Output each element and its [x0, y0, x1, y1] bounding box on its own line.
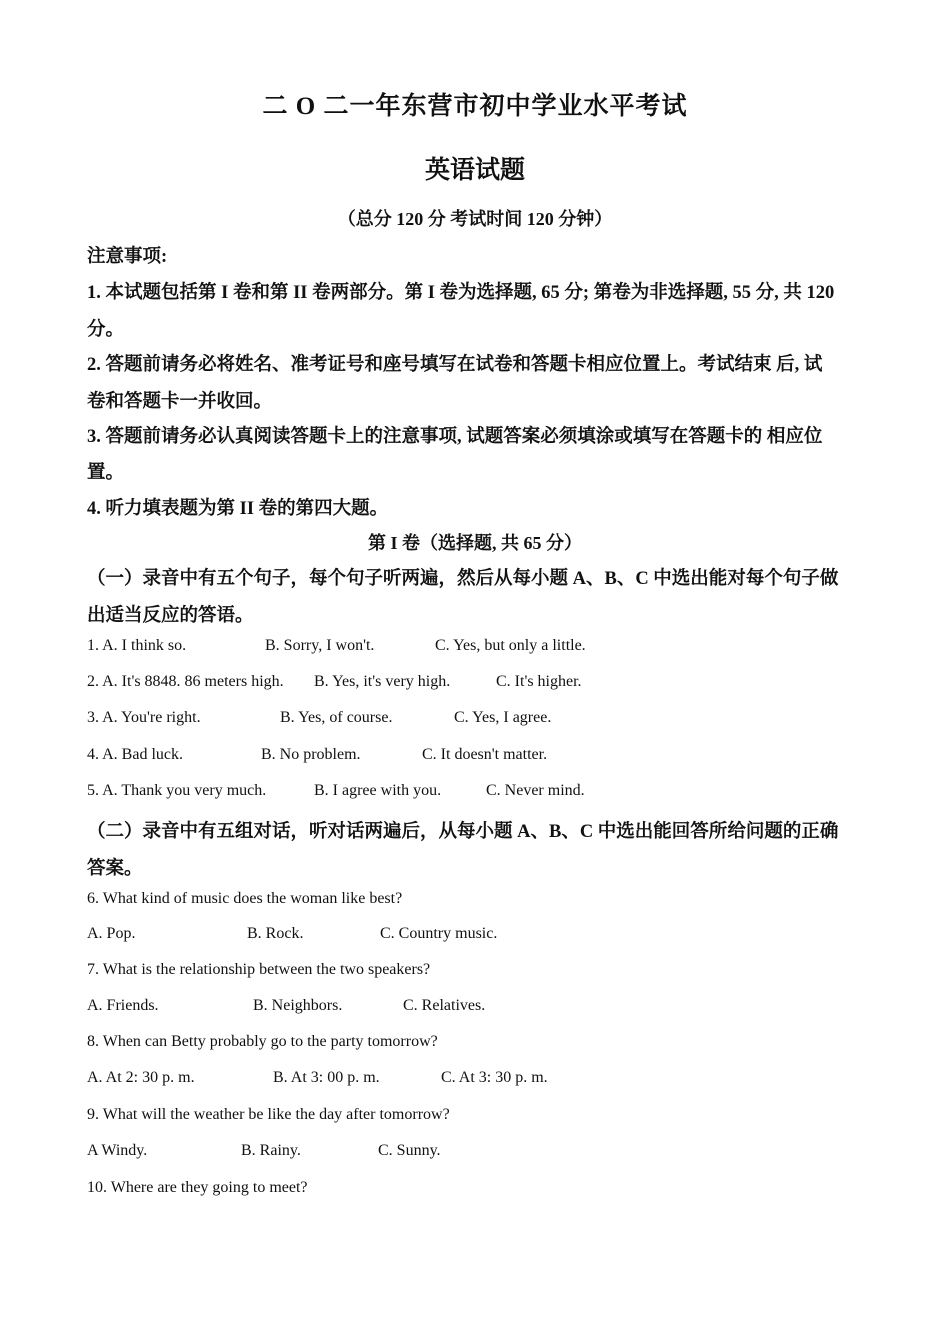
volume-heading: 第 I 卷（选择题, 共 65 分）	[367, 533, 582, 553]
question-5-option-b: B. I agree with you.	[314, 782, 442, 799]
notes-line: 卷和答题卡一并收回。	[87, 392, 273, 412]
notes-line: 置。	[87, 463, 125, 483]
notes-line: 2. 答题前请务必将姓名、准考证号和座号填写在试卷和答题卡相应位置上。考试结束 后, 试	[87, 355, 823, 375]
question-9-option-b: B. Rainy.	[241, 1142, 301, 1159]
question-6-option-b: B. Rock.	[247, 925, 304, 942]
question-9-stem: 9. What will the weather be like the day after tomorrow?	[87, 1106, 450, 1123]
question-4-option-a: 4. A. Bad luck.	[87, 746, 183, 763]
part2-instruction: （二）录音中有五组对话，听对话两遍后，从每小题 A、B、C 中选出能回答所给问题的正确	[87, 822, 839, 842]
question-7-option-c: C. Relatives.	[403, 997, 486, 1014]
question-6-option-c: C. Country music.	[380, 925, 498, 942]
notes-heading: 注意事项:	[87, 247, 168, 267]
notes-line: 分。	[87, 320, 125, 340]
question-2-option-c: C. It's higher.	[496, 673, 582, 690]
notes-line: 4. 听力填表题为第 II 卷的第四大题。	[87, 499, 389, 519]
question-5-option-c: C. Never mind.	[486, 782, 585, 799]
exam-title: 二 O 二一年东营市初中学业水平考试	[262, 93, 688, 120]
part1-instruction: （一）录音中有五个句子，每个句子听两遍，然后从每小题 A、B、C 中选出能对每个句子做	[87, 569, 839, 589]
exam-meta: （总分 120 分 考试时间 120 分钟）	[337, 209, 613, 229]
question-7-stem: 7. What is the relationship between the two speakers?	[87, 961, 431, 978]
question-6-option-a: A. Pop.	[87, 925, 136, 942]
question-7-option-a: A. Friends.	[87, 997, 159, 1014]
question-3-option-c: C. Yes, I agree.	[454, 709, 552, 726]
question-1-option-c: C. Yes, but only a little.	[435, 637, 586, 654]
question-10-stem: 10. Where are they going to meet?	[87, 1179, 308, 1196]
question-2-option-a: 2. A. It's 8848. 86 meters high.	[87, 673, 284, 690]
question-1-option-a: 1. A. I think so.	[87, 637, 187, 654]
question-4-option-c: C. It doesn't matter.	[422, 746, 548, 763]
question-7-option-b: B. Neighbors.	[253, 997, 343, 1014]
question-6-stem: 6. What kind of music does the woman like best?	[87, 890, 403, 907]
question-9-option-a: A Windy.	[87, 1142, 148, 1159]
question-5-option-a: 5. A. Thank you very much.	[87, 782, 267, 799]
question-8-option-b: B. At 3: 00 p. m.	[273, 1069, 380, 1086]
notes-line: 3. 答题前请务必认真阅读答题卡上的注意事项, 试题答案必须填涂或填写在答题卡的 相应位	[87, 427, 823, 447]
question-4-option-b: B. No problem.	[261, 746, 361, 763]
question-2-option-b: B. Yes, it's very high.	[314, 673, 451, 690]
question-1-option-b: B. Sorry, I won't.	[265, 637, 375, 654]
question-8-stem: 8. When can Betty probably go to the party tomorrow?	[87, 1033, 438, 1050]
question-3-option-a: 3. A. You're right.	[87, 709, 201, 726]
part2-instruction: 答案。	[87, 859, 143, 879]
notes-line: 1. 本试题包括第 I 卷和第 II 卷两部分。第 I 卷为选择题, 65 分; 第卷为非选择题, 55 分, 共 120	[87, 283, 835, 303]
question-3-option-b: B. Yes, of course.	[280, 709, 393, 726]
exam-subtitle: 英语试题	[424, 157, 525, 184]
question-9-option-c: C. Sunny.	[378, 1142, 441, 1159]
question-8-option-a: A. At 2: 30 p. m.	[87, 1069, 195, 1086]
part1-instruction: 出适当反应的答语。	[87, 606, 254, 626]
question-8-option-c: C. At 3: 30 p. m.	[441, 1069, 548, 1086]
